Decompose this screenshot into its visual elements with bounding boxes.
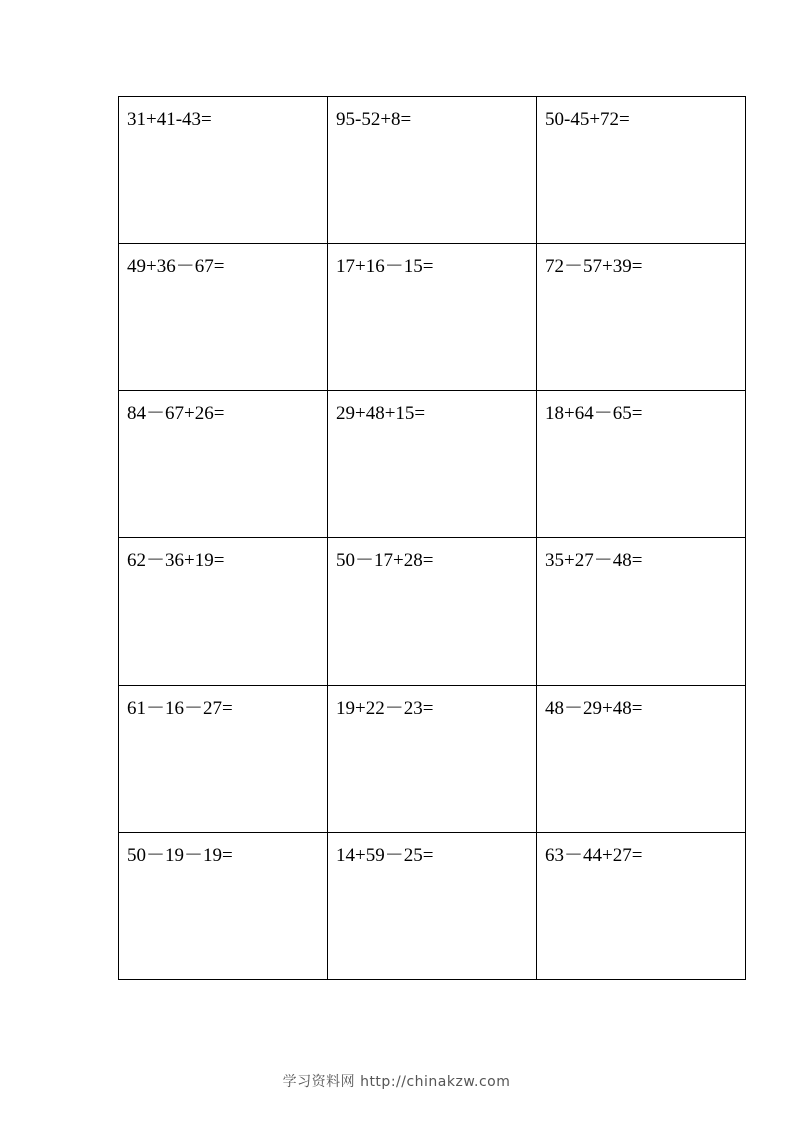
- problem-cell: [119, 538, 328, 685]
- problem-cell: [119, 832, 328, 979]
- footer-watermark: 学习资料网 http://chinakzw.com: [282, 1074, 511, 1090]
- problem-cell: [537, 685, 746, 832]
- problem-text: 50－17+28=: [336, 550, 434, 572]
- problem-cell: [328, 832, 537, 979]
- problem-cell: [119, 685, 328, 832]
- problem-text: 61－16－27=: [127, 697, 233, 719]
- grid-row: [119, 685, 746, 832]
- problem-cell: [537, 391, 746, 538]
- problem-cell: [537, 97, 746, 244]
- problem-text: 19+22－23=: [336, 697, 434, 719]
- problem-cell: [537, 244, 746, 391]
- problem-text: 95-52+8=: [336, 109, 412, 130]
- problem-text: 72－57+39=: [545, 256, 643, 278]
- problem-cell: [328, 244, 537, 391]
- grid-row: [119, 538, 746, 685]
- grid-row: [119, 391, 746, 538]
- problem-cell: [119, 97, 328, 244]
- problem-text: 48－29+48=: [545, 697, 643, 719]
- problem-text: 17+16－15=: [336, 256, 434, 278]
- problem-text: 29+48+15=: [336, 403, 426, 425]
- problem-grid: [118, 96, 746, 980]
- problem-cell: [328, 685, 537, 832]
- grid-row: [119, 97, 746, 244]
- grid-row: [119, 832, 746, 979]
- problem-text: 14+59－25=: [336, 844, 434, 866]
- problem-cell: [328, 538, 537, 685]
- problem-text: 63－44+27=: [545, 844, 643, 866]
- problem-cell: [537, 832, 746, 979]
- problem-text: 49+36－67=: [127, 256, 225, 278]
- problem-text: 35+27－48=: [545, 550, 643, 572]
- problem-cell: [328, 391, 537, 538]
- problem-cell: [119, 391, 328, 538]
- problem-cell: [537, 538, 746, 685]
- problem-cell: [119, 244, 328, 391]
- problem-text: 50－19－19=: [127, 844, 233, 866]
- problem-text: 50-45+72=: [545, 109, 630, 130]
- problem-cell: [328, 97, 537, 244]
- grid-row: [119, 244, 746, 391]
- problem-text: 84－67+26=: [127, 403, 225, 425]
- problem-text: 31+41-43=: [127, 109, 212, 130]
- problem-text: 18+64－65=: [545, 403, 643, 425]
- problem-text: 62－36+19=: [127, 550, 225, 572]
